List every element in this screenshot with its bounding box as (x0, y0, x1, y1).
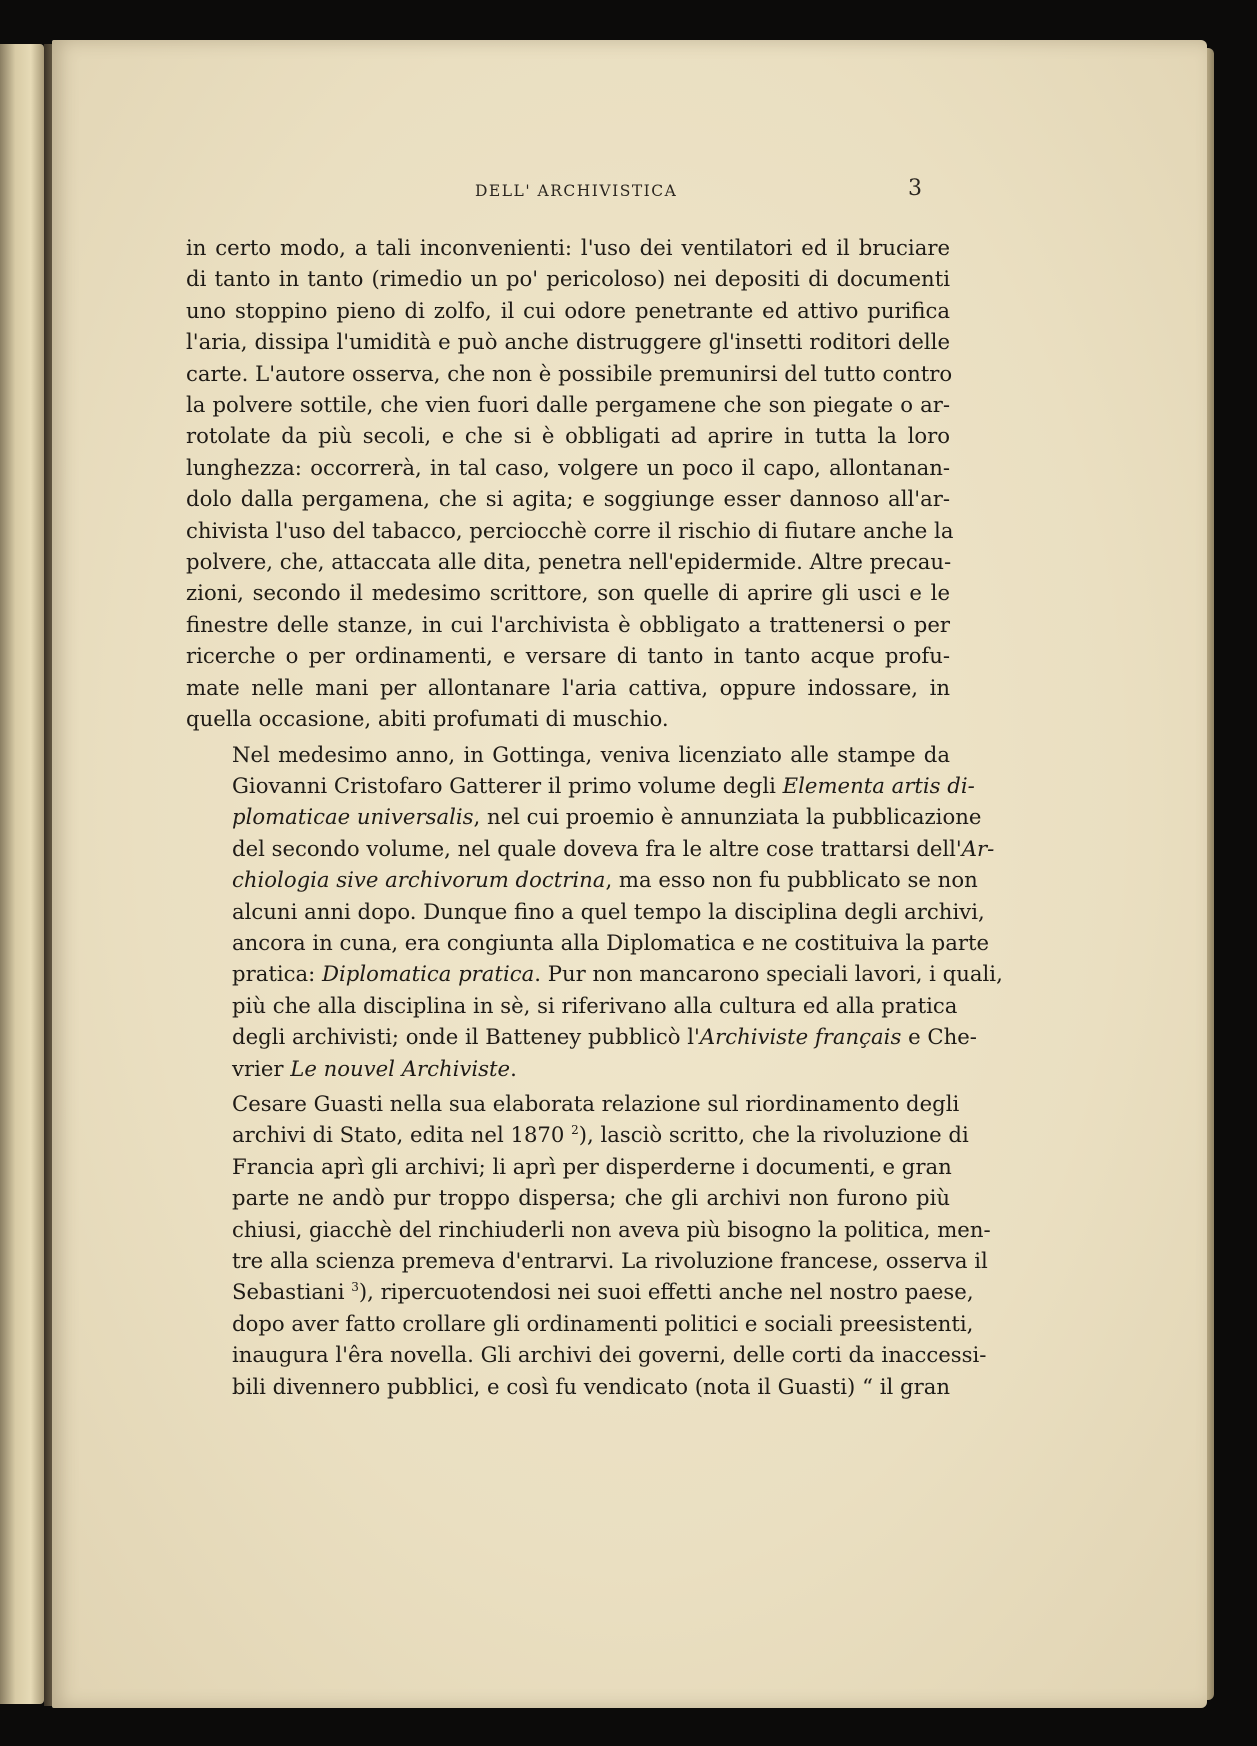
text-run: . Pur non mancarono speciali lavori, i quali, (534, 961, 1003, 987)
text-line: mate nelle mani per allontanare l'aria cattiva, oppure indossare, in (186, 674, 950, 700)
text-line: finestre delle stanze, in cui l'archivista è obbligato a trattenersi o per (186, 611, 950, 637)
text-line: lunghezza: occorrerà, in tal caso, volgere un poco il capo, allontanan- (186, 454, 950, 480)
text-line: tre alla scienza premeva d'entrarvi. La rivoluzione francese, osserva il (232, 1248, 988, 1273)
text-line: dolo dalla pergamena, che si agita; e soggiunge esser dannoso all'ar- (186, 486, 950, 512)
text-line: ricerche o per ordinamenti, e versare di tanto in tanto acque profu- (186, 643, 950, 669)
text-line: zioni, secondo il medesimo scrittore, son quelle di aprire gli usci e le (186, 580, 950, 606)
text-line (186, 958, 1003, 989)
footnote-marker-3: 3 (351, 1280, 359, 1295)
text-run: vrier (232, 1055, 291, 1081)
book-title-archiologia-cont: chiologia sive archivorum doctrina (232, 867, 606, 893)
text-line: chiusi, giacchè del rinchiuderli non aveva più bisogno la politica, men- (232, 1216, 991, 1242)
text-line: di tanto in tanto (rimedio un po' pericoloso) nei depositi di documenti (186, 266, 950, 292)
text-line: più che alla disciplina in sè, si riferivano alla cultura ed alla pratica (232, 992, 958, 1018)
text-run: Giovanni Cristofaro Gatterer il primo volume degli (232, 772, 783, 798)
text-line: parte ne andò pur troppo dispersa; che gli archivi non furono più (232, 1185, 950, 1211)
book-title-archiviste-francais: Archiviste français (699, 1024, 902, 1050)
page-number: 3 (908, 176, 922, 201)
text-run: Sebastiani (232, 1279, 352, 1305)
text-line: inaugura l'êra novella. Gli archivi dei governi, delle corti da inaccessi- (232, 1342, 987, 1368)
text-run: archivi di Stato, edita nel 1870 (232, 1122, 572, 1148)
text-line (186, 1021, 977, 1052)
book-title-elementa-cont: plomaticae universalis (232, 804, 474, 830)
text-run: ), lasciò scritto, che la rivoluzione di (578, 1122, 969, 1148)
text-run: del secondo volume, nel quale doveva fra le altre cose trattarsi dell' (232, 835, 962, 861)
book-title-nouvel-archiviste: Le nouvel Archiviste (290, 1055, 511, 1081)
book-title-elementa: Elementa artis di- (782, 772, 975, 798)
text-line (186, 801, 982, 832)
book-title-archiologia: Ar- (961, 835, 995, 861)
text-line: dopo aver fatto crollare gli ordinamenti politici e sociali preesistenti, (232, 1310, 974, 1336)
paragraph-2 (186, 739, 1003, 1084)
paragraph-3 (186, 1088, 991, 1402)
text-run: . (510, 1055, 517, 1081)
body-text (186, 232, 1003, 1402)
text-line: Nel medesimo anno, in Gottinga, veniva licenziato alle stampe da (232, 741, 950, 767)
text-line: carte. L'autore osserva, che non è possibile premunirsi del tutto contro (186, 360, 953, 386)
text-line: la polvere sottile, che vien fuori dalle pergamene che son piegate o ar- (186, 392, 950, 418)
text-line: in certo modo, a tali inconvenienti: l'uso dei ventilatori ed il bruciare (186, 235, 950, 260)
paragraph-1 (186, 232, 954, 735)
running-head: DELL' ARCHIVISTICA (475, 182, 678, 200)
text-run: , nel cui proemio è annunziata la pubblicazione (473, 804, 982, 830)
text-line: bili divennero pubblici, e così fu vendicato (nota il Guasti) “ il gran (232, 1373, 950, 1399)
text-run: e Che- (901, 1024, 977, 1050)
text-run: pratica: (232, 961, 322, 987)
text-line (186, 1276, 974, 1307)
text-run: ), ripercuotendosi nei suoi effetti anche nel nostro paese, (358, 1279, 974, 1305)
term-diplomatica-pratica: Diplomatica pratica (322, 961, 535, 987)
text-line: rotolate da più secoli, e che si è obbligati ad aprire in tutta la loro (186, 423, 950, 449)
text-line: polvere, che, attaccata alle dita, penetra nell'epidermide. Altre precau- (186, 549, 952, 575)
text-line (186, 1053, 950, 1084)
text-line (186, 770, 975, 801)
text-line: ancora in cuna, era congiunta alla Diplomatica e ne costituiva la parte (232, 929, 990, 955)
text-line: l'aria, dissipa l'umidità e può anche distruggere gl'insetti roditori delle (186, 329, 950, 355)
text-line: Cesare Guasti nella sua elaborata relazione sul riordinamento degli (232, 1090, 960, 1116)
text-run: degli archivisti; onde il Batteney pubblicò l' (232, 1024, 700, 1050)
text-line (186, 864, 978, 895)
text-line: chivista l'uso del tabacco, perciocchè corre il rischio di fiutare anche la (186, 517, 954, 543)
footnote-marker-2: 2 (571, 1123, 579, 1138)
left-page-edge (0, 44, 44, 1704)
text-line: quella occasione, abiti profumati di muschio. (186, 706, 669, 732)
text-line (186, 1119, 969, 1150)
text-line: Francia aprì gli archivi; li aprì per disperderne i documenti, e gran (232, 1153, 952, 1179)
text-line: alcuni anni dopo. Dunque fino a quel tempo la disciplina degli archivi, (232, 898, 985, 924)
text-run: , ma esso non fu pubblicato se non (605, 867, 978, 893)
text-line: uno stoppino pieno di zolfo, il cui odore penetrante ed attivo purifica (186, 297, 950, 323)
text-line (186, 833, 995, 864)
